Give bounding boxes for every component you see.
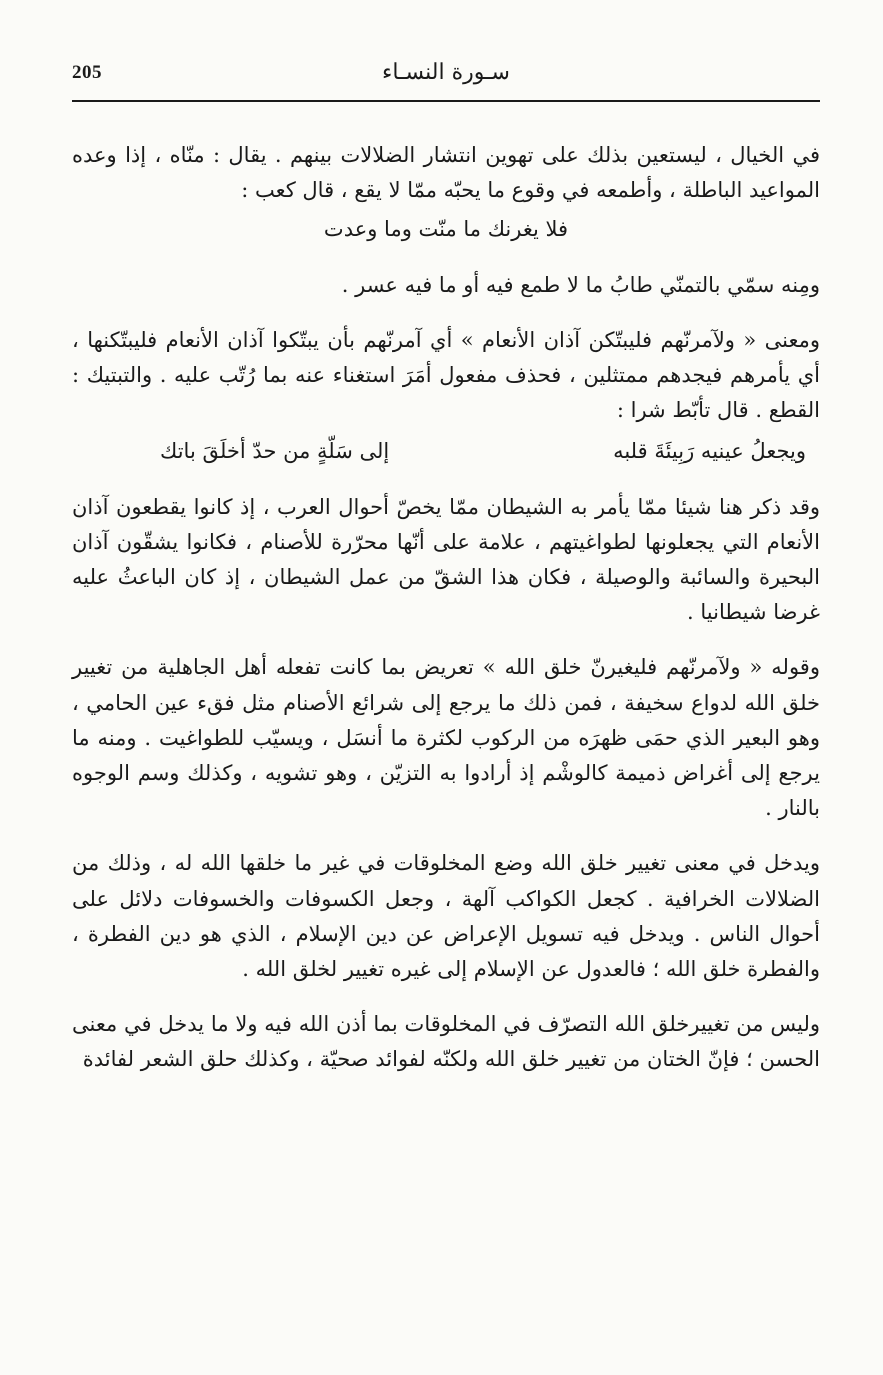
page-header: [72, 58, 820, 102]
paragraph: ومِنه سمّي بالتمنّي طابُ ما لا طمع فيه أو ما فيه عسر .: [341, 272, 820, 297]
page-body: [72, 138, 820, 1078]
poem-verse: فلا يغرنك ما منّت وما وعدت: [323, 217, 569, 242]
paragraph: وقوله « ولآمرنّهم فليغيرنّ خلق الله » تعريض بما كانت تفعله أهل الجاهلية من تغيير خلق الله لدواع سخيفة ، فمن ذلك ما يرجع إلى شرائع الأصنام مثل فقء عين الحامي ، وهو البعير الذي حمَى ظهرَه من الركوب لكثرة ما أنسَل ، ويسيّب للطواغيت . ومنه ما يرجع إلى أغراض ذميمة كالوشْم إذ أرادوا به التزيّن ، وهو تشويه ، وكذلك وسم الوجوه بالنار .: [72, 655, 820, 821]
paragraph: وقد ذكر هنا شيئا ممّا يأمر به الشيطان ممّا يخصّ أحوال العرب ، إذ كانوا يقطعون آذان الأنعام التي يجعلونها لطواغيتهم ، علامة على أنّها محرّرة للأصنام ، فكانوا يشقّون آذان البحيرة والسائبة والوصيلة ، فكان هذا الشقّ من عمل الشيطان ، إذ كان الباعثُ عليه غرضا شيطانيا .: [72, 494, 820, 625]
header-rule: [72, 100, 820, 102]
page-number: 205: [72, 62, 102, 83]
paragraph: في الخيال ، ليستعين بذلك على تهوين انتشار الضلالات بينهم . يقال : منّاه ، إذا وعده المواعيد الباطلة ، وأطمعه في وقوع ما يحبّه ممّا لا يقع ، قال كعب :: [72, 143, 820, 203]
paragraph: ومعنى « ولآمرنّهم فليبتّكن آذان الأنعام » أي آمرنّهم بأن يبتّكوا آذان الأنعام فليبتّكنها ، أي يأمرهم فيجدهم ممتثلين ، فحذف مفعول أمَرَ استغناء عنه بما رُتّب عليه . والتبتيك : القطع . قال تأبّط شرا :: [72, 327, 820, 423]
paragraph: ويدخل في معنى تغيير خلق الله وضع المخلوقات في غير ما خلقها الله له ، وذلك من الضلالات الخرافية . كجعل الكواكب آلهة ، وجعل الكسوفات والخسوفات دلائل على أحوال الناس . ويدخل فيه تسويل الإعراض عن دين الإسلام ، الذي هو دين الفطرة ، والفطرة خلق الله ؛ فالعدول عن الإسلام إلى غيره تغيير لخلق الله .: [72, 851, 820, 982]
paragraph: وليس من تغييرخلق الله التصرّف في المخلوقات بما أذن الله فيه ولا ما يدخل في معنى الحسن ؛ فإنّ الختان من تغيير خلق الله ولكنّه لفوائد صحيّة ، وكذلك حلق الشعر لفائدة: [72, 1012, 820, 1072]
running-title: سـورة النسـاء: [382, 60, 510, 85]
verse-second-hemistich: إلى سَلّةٍ من حدّ أخلَقَ باتك: [160, 439, 390, 464]
poem-verse: [72, 434, 820, 469]
verse-first-hemistich: ويجعلُ عينيه رَبِيئَةَ قلبه: [613, 439, 806, 464]
